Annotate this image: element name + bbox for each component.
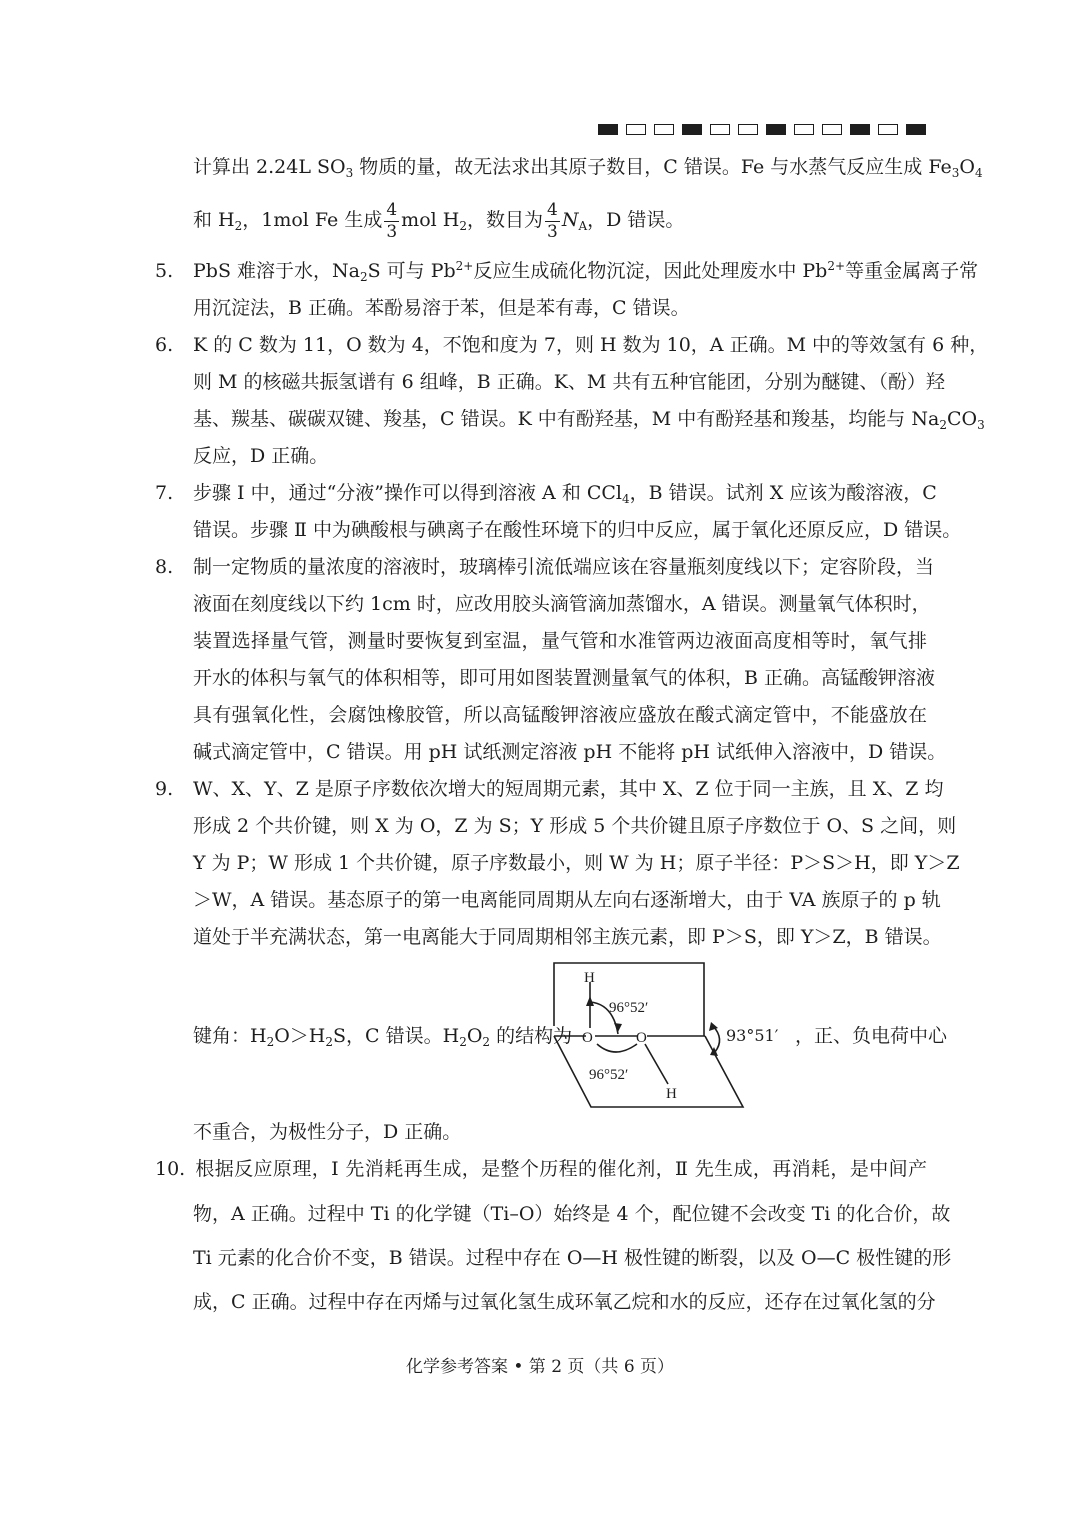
q6-line-4: 反应，D 正确。	[193, 445, 329, 467]
header-mark	[878, 124, 898, 135]
header-mark	[682, 124, 702, 135]
header-mark	[766, 124, 786, 135]
q7-line-1: 7. 步骤 Ⅰ 中，通过“分液”操作可以得到溶液 A 和 CCl$_4$，B 错误。试剂 X 应该为酸溶液，C	[155, 482, 937, 506]
header-mark	[626, 124, 646, 135]
q5-line-2: 用沉淀法，B 正确。苯酚易溶于苯，但是苯有毒，C 错误。	[193, 297, 690, 319]
q4-line-1: 计算出 2.24L $SO_3$ 物质的量，故无法求出其原子数目，C 错误。Fe 与水蒸气反应生成 $Fe_3O_4$	[193, 156, 983, 180]
angle-arc-bottom	[597, 1044, 637, 1052]
header-mark	[738, 124, 758, 135]
header-mark	[794, 124, 814, 135]
header-mark	[822, 124, 842, 135]
atom-h-top: H	[584, 970, 595, 986]
q9-line-6a: 键角：$H_2O>H_2S$，C 错误。$H_2O_2$ 的结构为	[193, 1025, 573, 1049]
dihedral-angle-label: 93°51′	[726, 1026, 779, 1045]
q9-line-6b: ，正、负电荷中心	[795, 1025, 948, 1047]
atom-h-bottom: H	[666, 1086, 677, 1102]
q8-line-1: 8. 制一定物质的量浓度的溶液时，玻璃棒引流低端应该在容量瓶刻度线以下；定容阶段，当	[155, 556, 935, 578]
page-footer: 化学参考答案 • 第 2 页（共 6 页）	[405, 1357, 675, 1377]
q9-line-7: 不重合，为极性分子，D 正确。	[193, 1121, 462, 1143]
q8-line-2: 液面在刻度线以下约 1cm 时，应改用胶头滴管滴加蒸馏水，A 错误。测量氧气体积时，	[193, 593, 931, 615]
q6-line-1: 6. K 的 C 数为 11，O 数为 4，不饱和度为 7，则 H 数为 10，A 正确。M 中的等效氢有 6 种，	[155, 334, 989, 356]
fraction: $\frac{4}{3}$	[386, 199, 398, 242]
o-h-bond-bottom	[645, 1044, 668, 1084]
header-mark	[654, 124, 674, 135]
header-mark	[850, 124, 870, 135]
q9-line-3: Y 为 P；W 形成 1 个共价键，原子序数最小，则 W 为 H；原子半径：P＞S＞H，即 Y＞Z	[193, 852, 960, 874]
q6-line-3: 基、羰基、碳碳双键、羧基，C 错误。K 中有酚羟基，M 中有酚羟基和羧基，均能与 $Na_2CO_3$	[193, 408, 985, 432]
q7-line-2: 错误。步骤 Ⅱ 中为碘酸根与碘离子在酸性环境下的归中反应，属于氧化还原反应，D 错误。	[193, 519, 962, 541]
q6-line-2: 则 M 的核磁共振氢谱有 6 组峰，B 正确。K、M 共有五种官能团，分别为醚键、（酚）羟	[193, 371, 945, 393]
angle-label-bottom: 96°52′	[589, 1067, 629, 1083]
angle-label-top: 96°52′	[609, 1000, 649, 1016]
q10-line-1: 10. 根据反应原理，Ⅰ 先消耗再生成，是整个历程的催化剂，Ⅱ 先生成，再消耗，是中间产	[155, 1158, 927, 1180]
h2o2-structure-diagram	[553, 960, 753, 1108]
atom-o-right: O	[636, 1030, 647, 1046]
q10-line-3: Ti 元素的化合价不变，B 错误。过程中存在 O—H 极性键的断裂，以及 O—C 极性键的形	[193, 1247, 952, 1269]
arrow-head	[586, 996, 594, 1006]
q9-line-4: ＞W，A 错误。基态原子的第一电离能同周期从左向右逐渐增大，由于 VA 族原子的 p 轨	[193, 889, 941, 911]
q9-line-2: 形成 2 个共价键，则 X 为 O，Z 为 S；Y 形成 5 个共价键且原子序数位于 O、S 之间，则	[193, 815, 957, 837]
arrow-head	[614, 1023, 622, 1032]
q4-line-2: 和 $H_2$，1mol Fe 生成 $\frac{4}{3}$ mol $H_2$，数目为 $\frac{4}{3}$ $N_A$，D 错误。	[193, 199, 685, 242]
q8-line-4: 开水的体积与氧气的体积相等，即可用如图装置测量氧气的体积，B 正确。高锰酸钾溶液	[193, 667, 936, 689]
q8-line-5: 具有强氧化性，会腐蚀橡胶管，所以高锰酸钾溶液应盛放在酸式滴定管中，不能盛放在	[193, 704, 927, 726]
q10-line-4: 成，C 正确。过程中存在丙烯与过氧化氢生成环氧乙烷和水的反应，还存在过氧化氢的分	[193, 1291, 936, 1313]
q8-line-3: 装置选择量气管，测量时要恢复到室温，量气管和水准管两边液面高度相等时，氧气排	[193, 630, 927, 652]
atom-o-left: O	[582, 1030, 593, 1046]
header-mark	[710, 124, 730, 135]
q10-line-2: 物，A 正确。过程中 Ti 的化学键（Ti–O）始终是 4 个，配位键不会改变 Ti 的化合价，故	[193, 1203, 951, 1225]
header-mark	[906, 124, 926, 135]
q5-line-1: 5. PbS 难溶于水，$Na_2S$ 可与 $Pb^{2+}$反应生成硫化物沉淀，因此处理废水中 $Pb^{2+}$等重金属离子常	[155, 259, 979, 284]
q8-line-6: 碱式滴定管中，C 错误。用 pH 试纸测定溶液 pH 不能将 pH 试纸伸入溶液中，D 错误。	[193, 741, 947, 763]
q9-line-1: 9. W、X、Y、Z 是原子序数依次增大的短周期元素，其中 X、Z 位于同一主族，且 X、Z 均	[155, 778, 944, 800]
lower-plane	[554, 1036, 743, 1107]
q9-line-5: 道处于半充满状态，第一电离能大于同周期相邻主族元素，即 P＞S，即 Y＞Z，B 错误。	[193, 926, 942, 948]
header-marks	[598, 124, 926, 135]
header-mark	[598, 124, 618, 135]
fraction: $\frac{4}{3}$	[546, 199, 558, 242]
